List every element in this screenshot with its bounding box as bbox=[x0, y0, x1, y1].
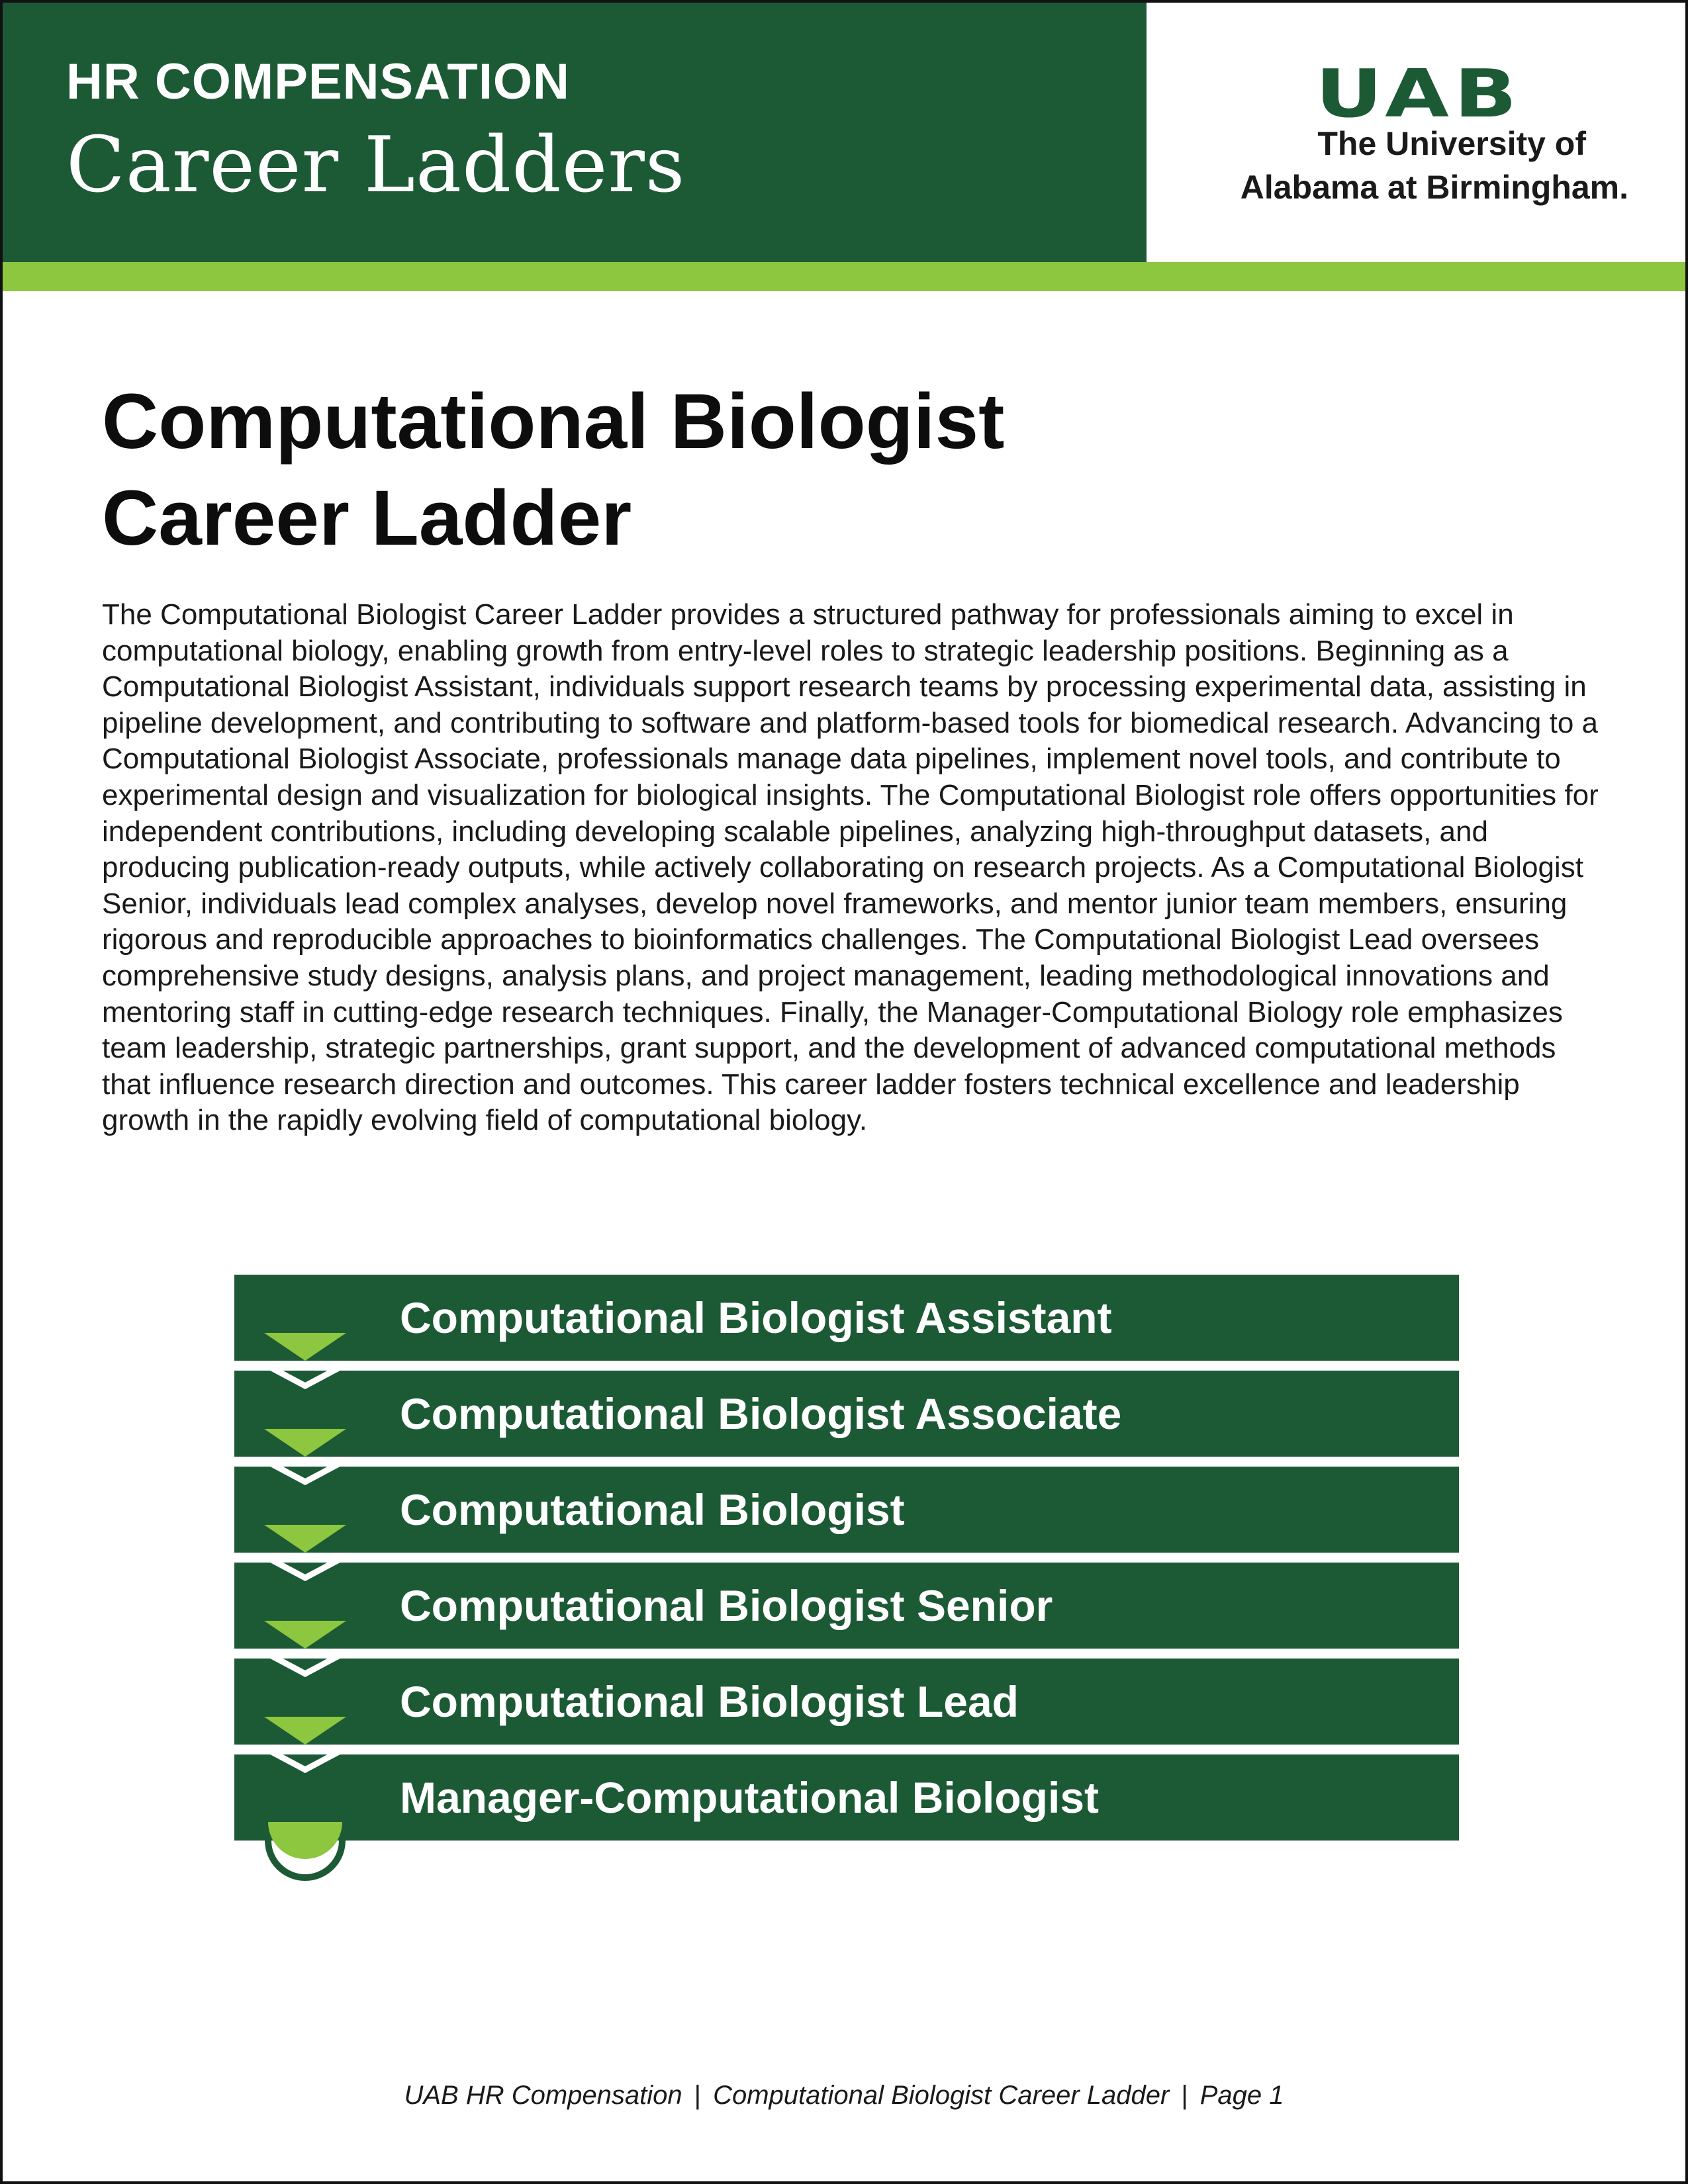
ladder-arrows bbox=[234, 1275, 1459, 1857]
down-arrow-icon bbox=[264, 1621, 346, 1649]
down-arrow-icon bbox=[264, 1525, 346, 1553]
career-ladder bbox=[234, 1275, 1459, 1857]
rung-label: Computational Biologist Assistant bbox=[400, 1293, 1112, 1342]
rung-label: Computational Biologist Lead bbox=[400, 1677, 1019, 1726]
intro-paragraph: The Computational Biologist Career Ladder provides a structured pathway for professionals aiming to excel in computational biology, enabling growth from entry-level roles to strategic leadership positions. Beginning as a Computational Biologist Assistant, individuals support research teams by processing experimental data, assisting in pipeline development, and contributing to software and platform-based tools for biomedical research. Advancing to a Computational Biologist Associate, professionals manage data pipelines, implement novel tools, and contribute to experimental design and visualization for biological insights. The Computational Biologist role offers opportunities for independent contributions, including developing scalable pipelines, analyzing high-throughput datasets, and producing publication-ready outputs, while actively collaborating on research projects. As a Computational Biologist Senior, individuals lead complex analyses, develop novel frameworks, and mentor junior team members, ensuring rigorous and reproducible approaches to bioinformatics challenges. The Computational Biologist Lead oversees comprehensive study designs, analysis plans, and project management, leading methodological innovations and mentoring staff in cutting-edge research techniques. Finally, the Manager-Computational Biology role emphasizes team leadership, strategic partnerships, grant support, and the development of advanced computational methods that influence research direction and outcomes. This career ladder fosters technical excellence and leadership growth in the rapidly evolving field of computational biology. bbox=[102, 598, 1599, 1137]
footer-separator: | bbox=[1181, 2081, 1188, 2110]
header-kicker: HR COMPENSATION bbox=[66, 54, 570, 110]
rung-label: Computational Biologist Senior bbox=[400, 1581, 1053, 1630]
uab-logo bbox=[1147, 3, 1685, 262]
header-title: Career Ladders bbox=[66, 120, 686, 210]
down-arrow-icon bbox=[264, 1429, 346, 1457]
ladder-end-icon bbox=[268, 1822, 342, 1859]
uab-logo-line2: Alabama at Birmingham. bbox=[1240, 169, 1628, 206]
rung-label: Manager-Computational Biologist bbox=[400, 1773, 1099, 1822]
document-title-line2: Career Ladder bbox=[102, 475, 632, 562]
page-footer bbox=[3, 2081, 1685, 2111]
header-band bbox=[3, 3, 1147, 262]
footer-page: Page 1 bbox=[1199, 2081, 1284, 2110]
document-title bbox=[102, 373, 1558, 567]
rung-label: Computational Biologist bbox=[400, 1485, 905, 1534]
down-arrow-icon bbox=[264, 1717, 346, 1745]
accent-bar bbox=[3, 262, 1685, 291]
uab-logo-line1: The University of bbox=[1317, 125, 1586, 162]
document-title-line1: Computational Biologist bbox=[102, 378, 1005, 465]
footer-org: UAB HR Compensation bbox=[404, 2081, 682, 2110]
down-arrow-icon bbox=[264, 1333, 346, 1361]
uab-logo-mark: UAB bbox=[1315, 55, 1523, 132]
footer-doc: Computational Biologist Career Ladder bbox=[713, 2081, 1170, 2110]
rung-label: Computational Biologist Associate bbox=[400, 1389, 1122, 1438]
footer-separator: | bbox=[694, 2081, 702, 2110]
